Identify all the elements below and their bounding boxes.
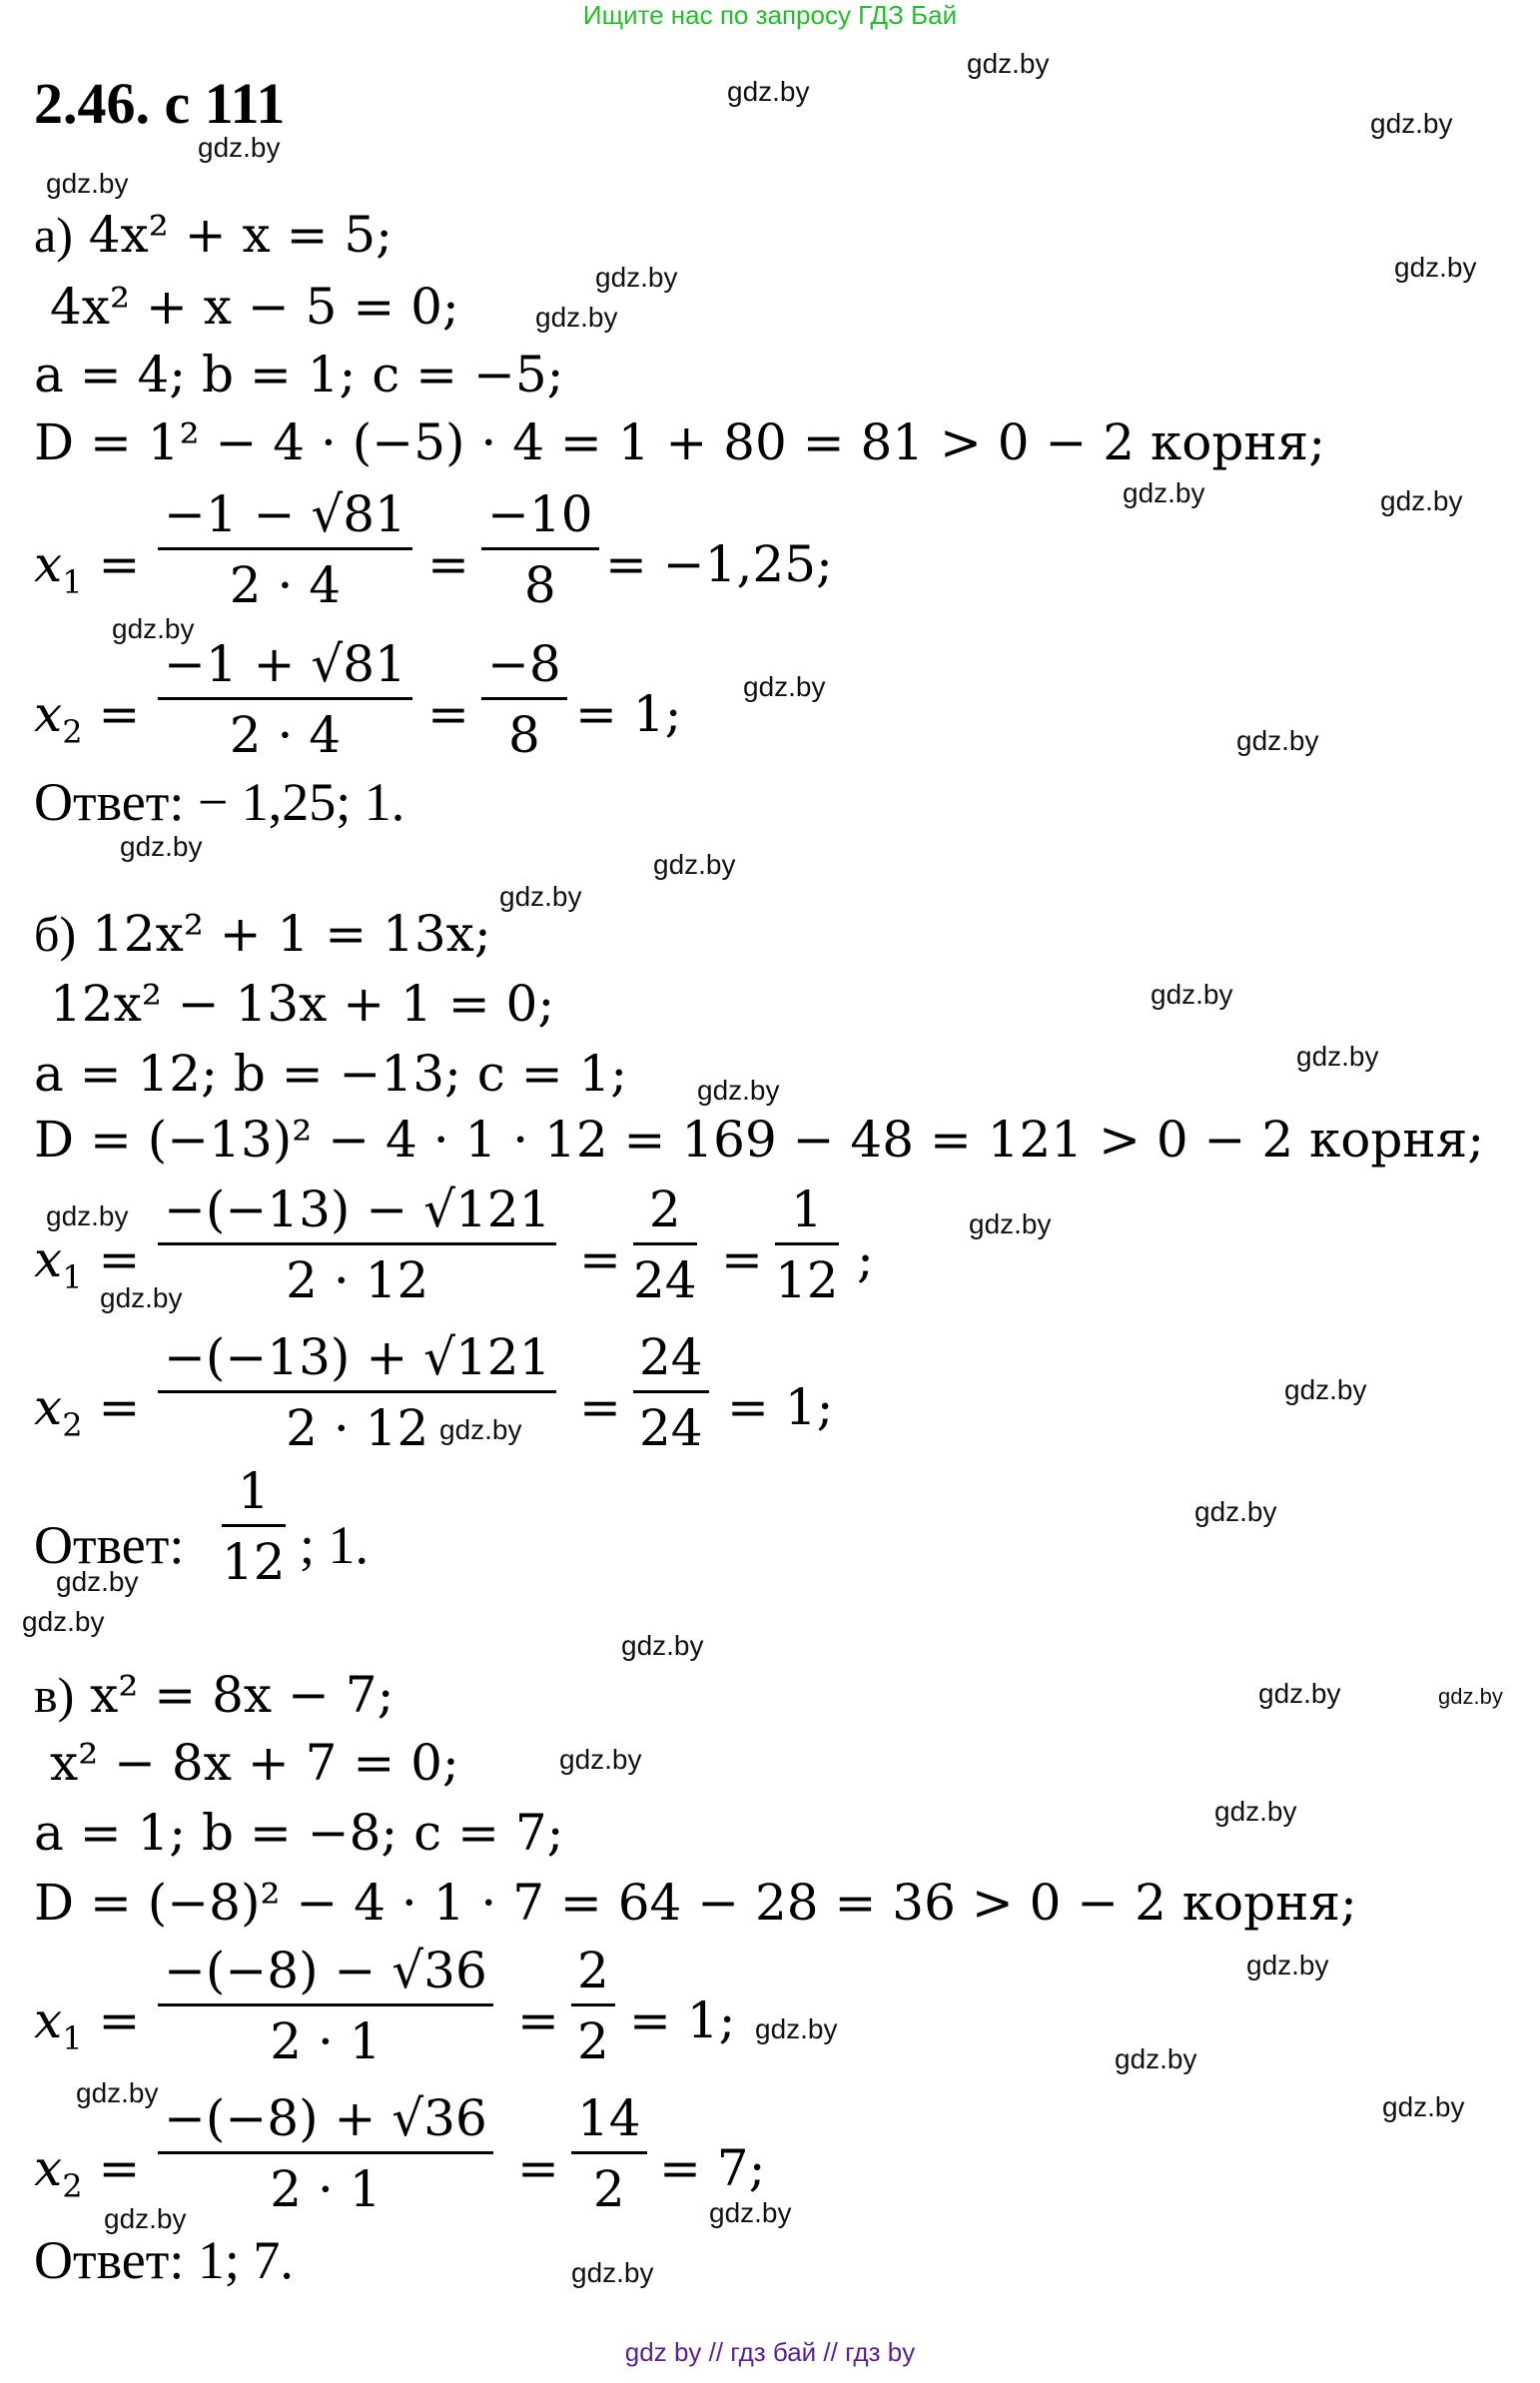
watermark: gdz.by [535,302,618,333]
part-a-coefficients: a = 4; b = 1; c = −5; [34,346,564,403]
watermark: gdz.by [743,671,826,702]
watermark: gdz.by [1438,1684,1503,1709]
watermark: gdz.by [120,831,203,862]
watermark: gdz.by [1214,1796,1297,1827]
equals-sign: = [721,1230,763,1288]
part-c-x1-label: $x_1$ = [34,1991,141,2057]
watermark: gdz.by [697,1075,780,1106]
part-c-x2-result: = 7; [659,2139,766,2197]
equals-sign: = [579,1230,621,1288]
semicolon: ; [857,1230,874,1288]
watermark: gdz.by [1394,252,1477,283]
part-b-equation: б) 12x² + 1 = 13x; [34,905,491,963]
watermark: gdz.by [727,76,810,107]
watermark: gdz.by [499,881,582,912]
part-c-x2-label: $x_2$ = [34,2139,141,2205]
site-header: Ищите нас по запросу ГДЗ Бай [582,0,958,30]
watermark: gdz.by [653,849,736,880]
part-a-x2-fraction-2: $\frac{-8}{8}$ [481,639,567,760]
watermark: gdz.by [198,132,281,163]
watermark: gdz.by [1296,1041,1379,1072]
watermark: gdz.by [595,262,678,293]
watermark: gdz.by [1370,108,1453,139]
watermark: gdz.by [755,2013,838,2044]
part-a-x1-fraction: $\frac{-1 - √81}{2 \cdot 4}$ [158,489,412,610]
part-a-answer: Ответ: − 1,25; 1. [34,772,405,832]
part-b-coefficients: a = 12; b = −13; c = 1; [34,1045,628,1103]
part-b-x1-fraction-2: $\frac{2}{24}$ [633,1181,697,1309]
part-a-x1-label: $x_1$ = [34,535,141,601]
part-b-answer-suffix: ; 1. [300,1515,370,1575]
watermark: gdz.by [1151,979,1233,1010]
part-c-x1-result: = 1; [629,1991,736,2049]
watermark: gdz.by [621,1630,704,1661]
part-a-x2-fraction: $\frac{-1 + √81}{2 \cdot 4}$ [158,639,412,760]
part-a-equation: а) 4x² + x = 5; [34,206,393,264]
problem-title: 2.46. с 111 [34,71,286,136]
equals-sign: = [517,2139,559,2197]
part-c-x1-fraction: $\frac{-(-8) - √36}{2 \cdot 1}$ [158,1946,493,2066]
watermark: gdz.by [1236,725,1319,756]
site-footer: gdz by // гдз бай // гдз by [624,2337,916,2367]
watermark: gdz.by [1380,485,1463,516]
equals-sign: = [517,1991,559,2049]
part-b-x1-fraction: $\frac{-(-13) - √121}{2 \cdot 12}$ [158,1185,556,1305]
watermark: gdz.by [1194,1496,1277,1527]
watermark: gdz.by [439,1414,522,1445]
part-b-x1-label: $x_1$ = [34,1230,141,1296]
part-c-standard-form: x² − 8x + 7 = 0; [50,1734,459,1792]
watermark: gdz.by [559,1744,642,1775]
part-a-standard-form: 4x² + x − 5 = 0; [50,278,459,336]
equals-sign: = [427,685,469,743]
watermark: gdz.by [967,48,1050,79]
part-b-answer-prefix: Ответ: [34,1515,185,1575]
part-b-x2-result: = 1; [727,1378,834,1436]
watermark: gdz.by [1115,2043,1197,2074]
equals-sign: = [427,535,469,593]
part-c-discriminant: D = (−8)² − 4 · 1 · 7 = 64 − 28 = 36 > 0 − 2 корня; [34,1874,1357,1932]
part-c-equation: в) x² = 8x − 7; [34,1666,394,1724]
part-c-x2-fraction: $\frac{-(-8) + √36}{2 \cdot 1}$ [158,2093,493,2214]
watermark: gdz.by [709,2197,792,2228]
watermark: gdz.by [100,1282,183,1313]
watermark: gdz.by [571,2257,654,2288]
watermark: gdz.by [22,1606,105,1637]
part-c-x1-fraction-2: $\frac{2}{2}$ [571,1946,615,2066]
watermark: gdz.by [76,2077,159,2108]
part-a-x1-fraction-2: $\frac{-10}{8}$ [481,489,599,610]
watermark: gdz.by [112,613,195,644]
watermark: gdz.by [969,1208,1052,1239]
equals-sign: = [579,1378,621,1436]
part-b-x2-label: $x_2$ = [34,1378,141,1444]
watermark: gdz.by [46,168,129,199]
watermark: gdz.by [104,2203,187,2234]
part-c-answer: Ответ: 1; 7. [34,2230,294,2290]
part-a-x1-result: = −1,25; [605,535,833,593]
part-b-x2-fraction: $\frac{-(-13) + √121}{2 \cdot 12}$ [158,1332,556,1453]
watermark: gdz.by [1382,2091,1465,2122]
watermark: gdz.by [1258,1678,1341,1709]
watermark: gdz.by [46,1200,129,1231]
watermark: gdz.by [56,1566,139,1597]
part-c-x2-fraction-2: $\frac{14}{2}$ [571,2093,647,2214]
part-b-answer-fraction: $\frac{1}{12}$ [222,1462,286,1591]
part-a-discriminant: D = 1² − 4 · (−5) · 4 = 1 + 80 = 81 > 0 − 2 корня; [34,413,1326,471]
part-b-x1-fraction-3: $\frac{1}{12}$ [775,1181,839,1309]
watermark: gdz.by [1246,1950,1329,1981]
part-b-x2-fraction-2: $\frac{24}{24}$ [633,1332,709,1453]
watermark: gdz.by [1284,1374,1367,1405]
part-b-discriminant: D = (−13)² − 4 · 1 · 12 = 169 − 48 = 121 > 0 − 2 корня; [34,1111,1485,1169]
watermark: gdz.by [1123,477,1205,508]
part-c-coefficients: a = 1; b = −8; c = 7; [34,1804,564,1862]
part-b-standard-form: 12x² − 13x + 1 = 0; [50,975,555,1033]
part-a-x2-result: = 1; [575,685,682,743]
part-a-x2-label: $x_2$ = [34,685,141,751]
